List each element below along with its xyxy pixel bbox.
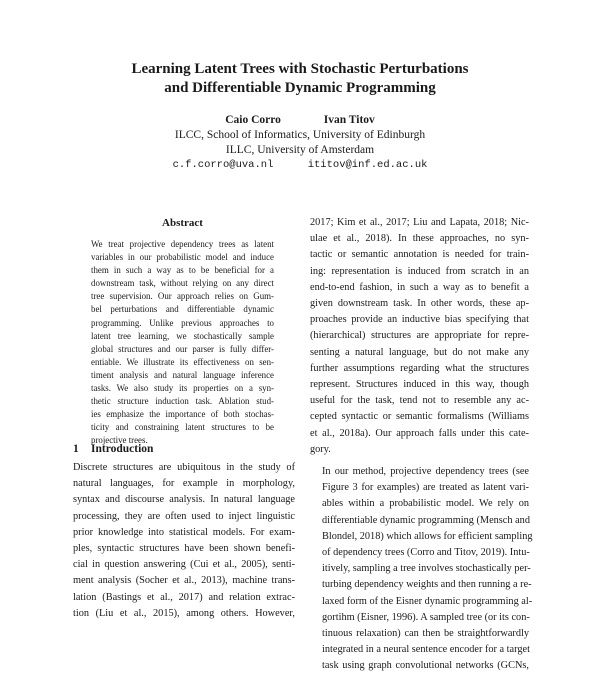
text-line: ulae et al., 2018). In these approaches, no syn- [310, 233, 529, 245]
text-line: gory. [310, 443, 331, 455]
title-line: and Differentiable Dynamic Programming [164, 80, 436, 96]
text-line: differentiable dynamic programming (Mensch and [322, 514, 530, 526]
text-line: (hierarchical) structures are appropriate for repre- [310, 330, 529, 342]
email-address[interactable]: c.f.corro@uva.nl [172, 159, 274, 171]
text-line: downstream task, without relying on any direct [91, 278, 274, 289]
text-line: ples, syntactic structures have been shown benefi- [73, 543, 295, 555]
text-line: useful for the task, tend not to resemble any ac- [310, 395, 529, 407]
abstract-body [91, 238, 274, 448]
text-line: senting a natural language, but do not make any [310, 346, 529, 358]
email-list [0, 158, 600, 173]
text-line: end-to-end fashion, in such a way as to benefit a [310, 281, 529, 293]
paragraph [310, 215, 529, 458]
text-line: prior knowledge into statistical models. For exam- [73, 526, 295, 538]
email-address[interactable]: ititov@inf.ed.ac.uk [307, 159, 428, 171]
text-line: tactic or semantic annotation is needed for train- [310, 249, 529, 261]
text-line: In our method, projective dependency trees (see [322, 466, 529, 478]
text-line: processing, they are often used to inject linguistic [73, 510, 295, 522]
text-line: et al., 2018a). Our approach falls under this cate- [310, 427, 529, 439]
paper-title [0, 60, 600, 98]
text-line: turbing dependency weights and then running a re- [322, 579, 532, 591]
text-line: ing: representation is induced from scratch in an [310, 265, 529, 277]
text-line: syntax and discourse analysis. In natural language [73, 494, 295, 506]
text-line: cial in question answering (Cui et al., 2005), senti- [73, 559, 295, 571]
text-line: ment analysis (Socher et al., 2013), machine trans- [73, 575, 295, 587]
text-line: of dependency trees (Corro and Titov, 2019). Intu- [322, 547, 530, 559]
text-line: global structures and our parser is fully differ- [91, 343, 274, 354]
text-line: integrated in a neural sentence encoder for a target [322, 644, 530, 656]
text-line: timent analysis and natural language inference [91, 369, 274, 380]
paragraph [310, 464, 533, 675]
right-column-text [310, 215, 533, 675]
text-line: tion (Liu et al., 2015), among others. However, [73, 607, 295, 619]
text-line: thetic structure induction task. Ablation stud- [91, 396, 274, 407]
affiliation: ILLC, University of Amsterdam [225, 144, 375, 156]
text-line: represent. Structures induced in this way, though [310, 379, 529, 391]
text-line: We treat projective dependency trees as latent [91, 239, 274, 249]
text-line: proaches provide an inductive bias specifying that [310, 314, 529, 326]
text-line: bel perturbations and differentiable dynamic [91, 304, 274, 315]
text-line: variables in our probabilistic model and induce [91, 252, 274, 263]
author-list [0, 113, 600, 128]
text-line: cepted syntactic or semantic formalisms (Williams [310, 411, 529, 423]
left-column-text [73, 460, 295, 622]
text-line: laxed form of the Eisner dynamic programming al- [322, 595, 533, 607]
affiliation: ILCC, School of Informatics, University of Edinburgh [174, 129, 426, 141]
text-line: itively, sampling a tree involves stochastically per- [322, 563, 531, 575]
author-name: Ivan Titov [323, 114, 375, 126]
text-line: ables within a probabilistic model. We rely on [322, 498, 529, 510]
text-line: projective trees. [91, 435, 148, 446]
text-line: ies emphasize the importance of both stochas- [91, 409, 274, 420]
author-name: Caio Corro [225, 114, 281, 126]
text-line: lation (Bastings et al., 2017) and relation extrac- [73, 591, 295, 603]
text-line: programming. Unlike previous approaches to [91, 317, 274, 328]
text-line: Discrete structures are ubiquitous in the study of [73, 462, 295, 473]
text-line: natural languages, for example in morphology, [73, 478, 295, 490]
text-line: tinuous relaxation) can then be straightforwardly [322, 628, 529, 640]
text-line: task using graph convolutional networks (GCNs, [322, 660, 529, 672]
section-heading [73, 443, 293, 455]
text-line: entiable. We illustrate its effectiveness on sen- [91, 356, 274, 367]
text-line: 2017; Kim et al., 2017; Liu and Lapata, 2018; Nic- [310, 217, 529, 228]
text-line: them in such a way as to be beneficial for a [91, 265, 274, 276]
text-line: ticity and constraining latent structures to be [91, 422, 274, 433]
text-line: latent tree learning, we stochastically sample [91, 330, 274, 341]
text-line: Figure 3 for examples) are treated as latent vari- [322, 482, 529, 494]
section-title: Introduction [91, 443, 154, 455]
text-line: tree supervision. Our approach relies on Gum- [91, 291, 274, 302]
title-line: Learning Latent Trees with Stochastic Perturbations [131, 61, 469, 77]
text-line: further assumptions regarding what the structures [310, 362, 529, 374]
text-line: tasks. We also study its properties on a syn- [91, 383, 274, 394]
text-line: gortihm (Eisner, 1996). A sampled tree (or its con- [322, 611, 530, 623]
section-number: 1 [73, 443, 79, 455]
abstract-heading: Abstract [162, 217, 203, 229]
text-line: Blondel, 2018) which allows for efficient sampling [322, 530, 533, 542]
text-line: given downstream task. In other words, these ap- [310, 298, 529, 310]
